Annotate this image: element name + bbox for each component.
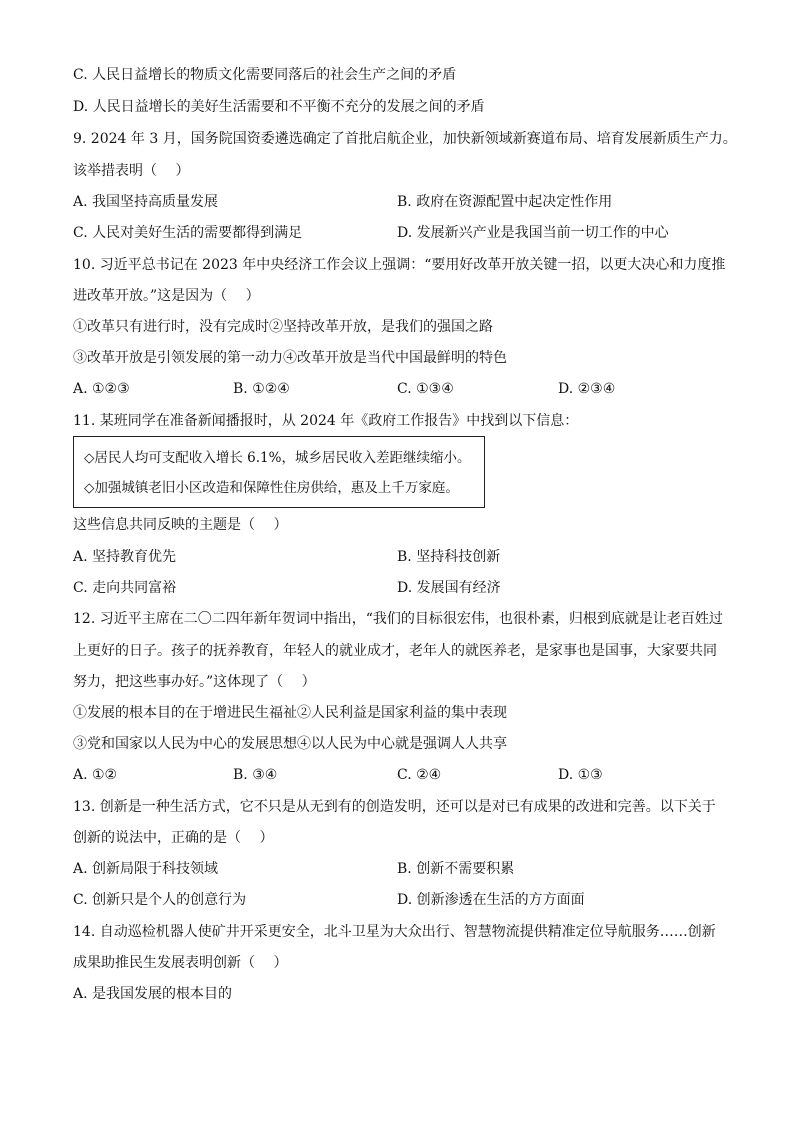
q14-stem-line2: 成果助推民生发展表明创新（ ）	[73, 955, 288, 971]
q12-option-a: A. ①②	[73, 767, 118, 783]
q14-option-a: A. 是我国发展的根本目的	[73, 986, 233, 1002]
q11-info-item: ◇加强城镇老旧小区改造和保障性住房供给，惠及上千万家庭。	[84, 480, 459, 496]
q9-stem-line2: 该举措表明（ ）	[73, 163, 190, 179]
q12-statements-2: ③党和国家以人民为中心的发展思想④以人民为中心就是强调人人共享	[73, 736, 507, 752]
q11-option-d: D. 发展国有经济	[397, 580, 501, 596]
q13-option-b: B. 创新不需要积累	[397, 861, 515, 877]
q9-option-d: D. 发展新兴产业是我国当前一切工作的中心	[397, 225, 669, 241]
q10-stem-line2: 进改革开放。”这是因为（ ）	[73, 288, 260, 304]
q10-option-b: B. ①②④	[233, 381, 290, 397]
q11-stem-line1: 11. 某班同学在准备新闻播报时，从 2024 年《政府工作报告》中找到以下信息：	[73, 413, 579, 429]
q9-option-b: B. 政府在资源配置中起决定性作用	[397, 194, 613, 210]
q11-option-b: B. 坚持科技创新	[397, 549, 501, 565]
q12-stem-line1: 12. 习近平主席在二〇二四年新年贺词中指出，“我们的目标很宏伟，也很朴素，归根到底就是让老百姓过	[73, 611, 723, 627]
q12-option-c: C. ②④	[397, 767, 442, 783]
q11-stem-line2: 这些信息共同反映的主题是（ ）	[73, 517, 288, 533]
q12-stem-line3: 努力，把这些事办好。”这体现了（ ）	[73, 674, 316, 690]
q13-option-a: A. 创新局限于科技领域	[73, 861, 219, 877]
q9-option-a: A. 我国坚持高质量发展	[73, 194, 219, 210]
q10-option-a: A. ①②③	[73, 381, 130, 397]
q10-statements-1: ①改革只有进行时，没有完成时②坚持改革开放，是我们的强国之路	[73, 319, 493, 335]
q12-option-d: D. ①③	[558, 767, 603, 783]
q12-statements-1: ①发展的根本目的在于增进民生福祉②人民利益是国家利益的集中表现	[73, 705, 507, 721]
q11-option-a: A. 坚持教育优先	[73, 549, 177, 565]
q9-option-c: C. 人民对美好生活的需要都得到满足	[73, 225, 303, 241]
q13-stem-line1: 13. 创新是一种生活方式，它不只是从无到有的创造发明，还可以是对已有成果的改进和完善。以下关于	[73, 799, 716, 815]
q13-option-c: C. 创新只是个人的创意行为	[73, 892, 247, 908]
q11-info-box	[73, 436, 485, 508]
q10-stem-line1: 10. 习近平总书记在 2023 年中央经济工作会议上强调：“要用好改革开放关键一招，以更大决心和力度推	[73, 257, 726, 273]
q12-option-b: B. ③④	[233, 767, 278, 783]
q10-option-c: C. ①③④	[397, 381, 454, 397]
q14-stem-line1: 14. 自动巡检机器人使矿井开采更安全，北斗卫星为大众出行、智慧物流提供精准定位导航服务……创新	[73, 924, 716, 940]
q11-info-item: ◇居民人均可支配收入增长 6.1%，城乡居民收入差距继续缩小。	[84, 450, 471, 466]
q13-stem-line2: 创新的说法中，正确的是（ ）	[73, 830, 274, 846]
q9-stem-line1: 9. 2024 年 3 月，国务院国资委遴选确定了首批启航企业，加快新领域新赛道布局、培育发展新质生产力。	[73, 131, 737, 147]
q10-statements-2: ③改革开放是引领发展的第一动力④改革开放是当代中国最鲜明的特色	[73, 350, 507, 366]
q10-option-d: D. ②③④	[558, 381, 616, 397]
q8-option-d: D. 人民日益增长的美好生活需要和不平衡不充分的发展之间的矛盾	[73, 99, 485, 115]
q8-option-c: C. 人民日益增长的物质文化需要同落后的社会生产之间的矛盾	[73, 67, 457, 83]
q11-option-c: C. 走向共同富裕	[73, 580, 177, 596]
q12-stem-line2: 上更好的日子。孩子的抚养教育，年轻人的就业成才，老年人的就医养老，是家事也是国事，大家要共同	[73, 643, 717, 659]
q13-option-d: D. 创新渗透在生活的方方面面	[397, 892, 585, 908]
